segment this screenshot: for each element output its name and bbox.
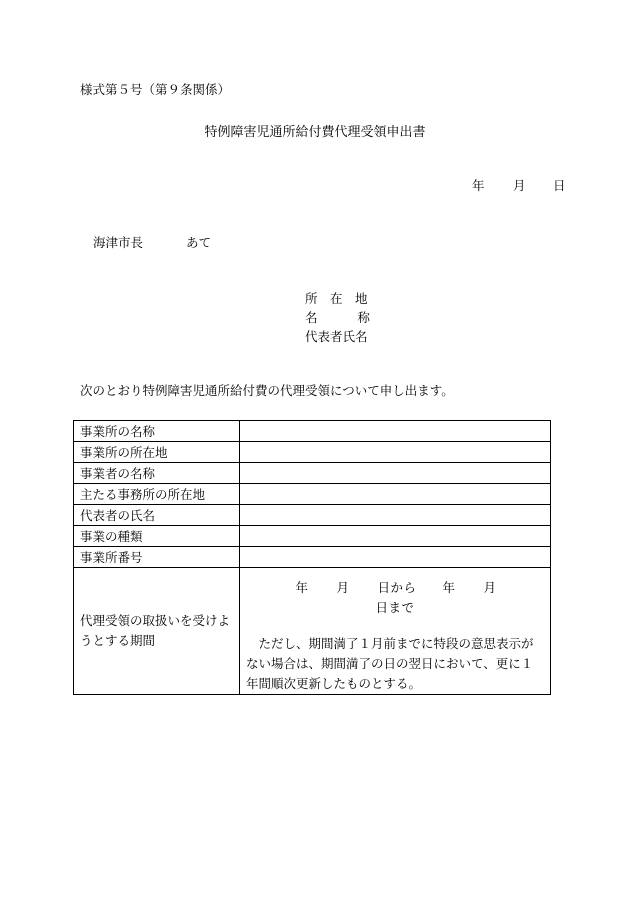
table-row [74,547,551,568]
row-label: 代表者の氏名 [74,505,240,526]
date-month-label: 月 [513,178,526,193]
to-year-label: 年 [442,580,456,595]
addressee-name: 海津市長 [93,235,144,250]
row-label: 事業の種類 [74,526,240,547]
addressee-suffix: あて [186,235,212,250]
application-table [73,420,551,695]
date-year-label: 年 [472,178,485,193]
applicant-address-label: 所 在 地 [305,291,368,306]
period-range[interactable] [246,578,544,618]
from-year-label: 年 [295,580,309,595]
value-cell-main-office-address[interactable] [240,484,551,505]
from-month-label: 月 [336,580,350,595]
table-row [74,526,551,547]
intro-text: 次のとおり特例障害児通所給付費の代理受領について申し出ます。 [80,383,454,398]
applicant-name-label-first: 名 [305,310,318,325]
applicant-name-label-second: 称 [357,310,371,325]
to-day-label: 日まで [375,600,415,615]
value-cell-operator-name[interactable] [240,463,551,484]
value-cell-facility-number[interactable] [240,547,551,568]
to-month-label: 月 [483,580,497,595]
period-renewal-note: ただし、期間満了１月前までに特段の意思表示がない場合は、期間満了の日の翌日において、更に１年間順次更新したものとする。 [246,636,534,691]
value-cell-representative-name[interactable] [240,505,551,526]
from-day-label: 日から [377,580,417,595]
row-label: 事業所の所在地 [74,442,240,463]
period-cell [240,568,551,695]
value-cell-facility-address[interactable] [240,442,551,463]
table-row [74,484,551,505]
row-label: 主たる事務所の所在地 [74,484,240,505]
applicant-name-label [305,308,370,327]
row-label: 事業者の名称 [74,463,240,484]
table-row [74,442,551,463]
value-cell-business-type[interactable] [240,526,551,547]
applicant-block [305,289,370,346]
period-label: 代理受領の取扱いを受けようとする期間 [74,568,240,695]
form-number: 様式第５号（第９条関係） [80,82,231,97]
table-row [74,421,551,442]
applicant-representative-label: 代表者氏名 [305,329,368,344]
table-row-period [74,568,551,695]
table-row [74,505,551,526]
table-row [74,463,551,484]
row-label: 事業所番号 [74,547,240,568]
date-day-label: 日 [553,178,566,193]
row-label: 事業所の名称 [74,421,240,442]
document-title: 特例障害児通所給付費代理受領申出書 [204,125,426,140]
value-cell-facility-name[interactable] [240,421,551,442]
